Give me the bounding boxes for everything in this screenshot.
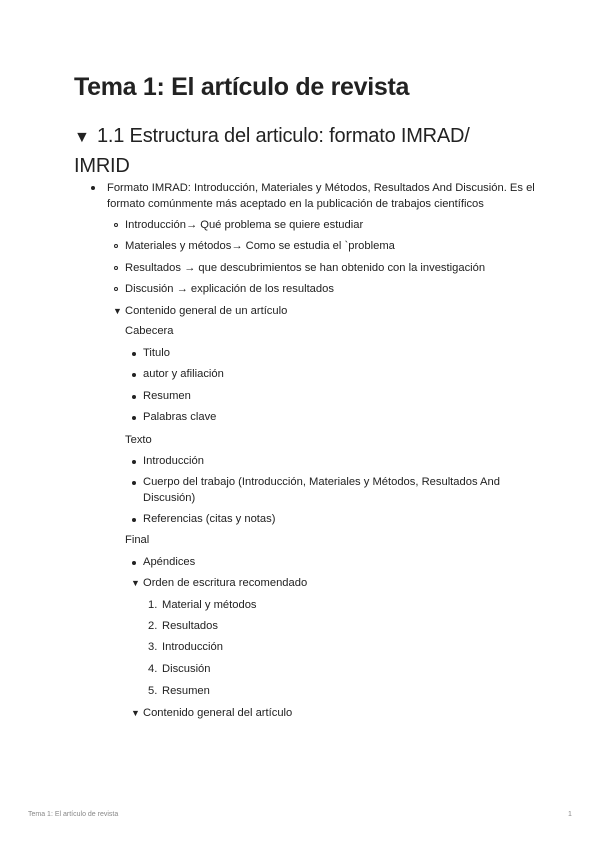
list-item: Introducción xyxy=(162,641,223,653)
list-item: Resultados xyxy=(162,620,218,632)
list-number: 5. xyxy=(148,685,158,697)
toggle-triangle-icon[interactable]: ▼ xyxy=(74,129,90,146)
toggle-contenido-general[interactable]: Contenido general de un artículo xyxy=(125,305,288,317)
cabecera-label: Cabecera xyxy=(125,325,174,337)
bullet-disc-icon xyxy=(132,518,136,522)
toggle-contenido-general-articulo[interactable]: Contenido general del artículo xyxy=(143,707,293,719)
bullet-disc-icon xyxy=(132,481,136,485)
list-item: Discusión xyxy=(162,663,211,675)
bullet-disc-icon xyxy=(132,373,136,377)
toggle-triangle-icon[interactable]: ▼ xyxy=(131,578,140,588)
bullet-disc-icon xyxy=(132,395,136,399)
list-item: autor y afiliación xyxy=(143,368,224,380)
texto-label: Texto xyxy=(125,434,152,446)
bullet-disc-icon xyxy=(132,352,136,356)
list-item: Apéndices xyxy=(143,556,196,568)
list-item: Resumen xyxy=(162,685,210,697)
bullet-disc-icon xyxy=(132,561,136,565)
list-item: Resumen xyxy=(143,390,191,402)
toggle-orden-escritura[interactable]: Orden de escritura recomendado xyxy=(143,577,308,589)
bullet-circle-icon xyxy=(114,223,118,227)
list-number: 1. xyxy=(148,599,158,611)
list-item: Referencias (citas y notas) xyxy=(143,513,276,525)
bullet-circle-icon xyxy=(114,287,118,291)
list-item: Materiales y métodos→ Como se estudia el `problema xyxy=(125,240,395,252)
page-title: Tema 1: El artículo de revista xyxy=(74,73,410,101)
section-heading[interactable] xyxy=(74,122,524,180)
bullet-disc-icon xyxy=(132,460,136,464)
bullet-disc-icon xyxy=(132,416,136,420)
toggle-triangle-icon[interactable]: ▼ xyxy=(131,708,140,718)
list-item: Titulo xyxy=(143,347,170,359)
final-label: Final xyxy=(125,534,150,546)
section-title: 1.1 Estructura del articulo: formato IMRAD/ IMRID xyxy=(74,125,470,177)
bullet-disc-icon xyxy=(91,186,95,190)
page-number: 1 xyxy=(568,811,572,818)
list-item: Introducción xyxy=(143,455,204,467)
list-number: 2. xyxy=(148,620,158,632)
bullet-circle-icon xyxy=(114,266,118,270)
list-item: Material y métodos xyxy=(162,599,257,611)
list-item: Discusión → explicación de los resultados xyxy=(125,283,334,295)
page-footer-title: Tema 1: El artículo de revista xyxy=(28,811,119,818)
list-item: Introducción→ Qué problema se quiere estudiar xyxy=(125,219,364,231)
list-item: Resultados → que descubrimientos se han obtenido con la investigación xyxy=(125,262,486,274)
list-number: 3. xyxy=(148,641,158,653)
intro-text: Formato IMRAD: Introducción, Materiales y Métodos, Resultados And Discusión. Es el formato comúnmente más aceptado en la publicación de trabajos científicos xyxy=(107,182,535,210)
list-number: 4. xyxy=(148,663,158,675)
list-item: Cuerpo del trabajo (Introducción, Materiales y Métodos, Resultados And Discusión) xyxy=(143,476,500,504)
bullet-circle-icon xyxy=(114,244,118,248)
toggle-triangle-icon[interactable]: ▼ xyxy=(113,306,122,316)
list-item: Palabras clave xyxy=(143,411,217,423)
